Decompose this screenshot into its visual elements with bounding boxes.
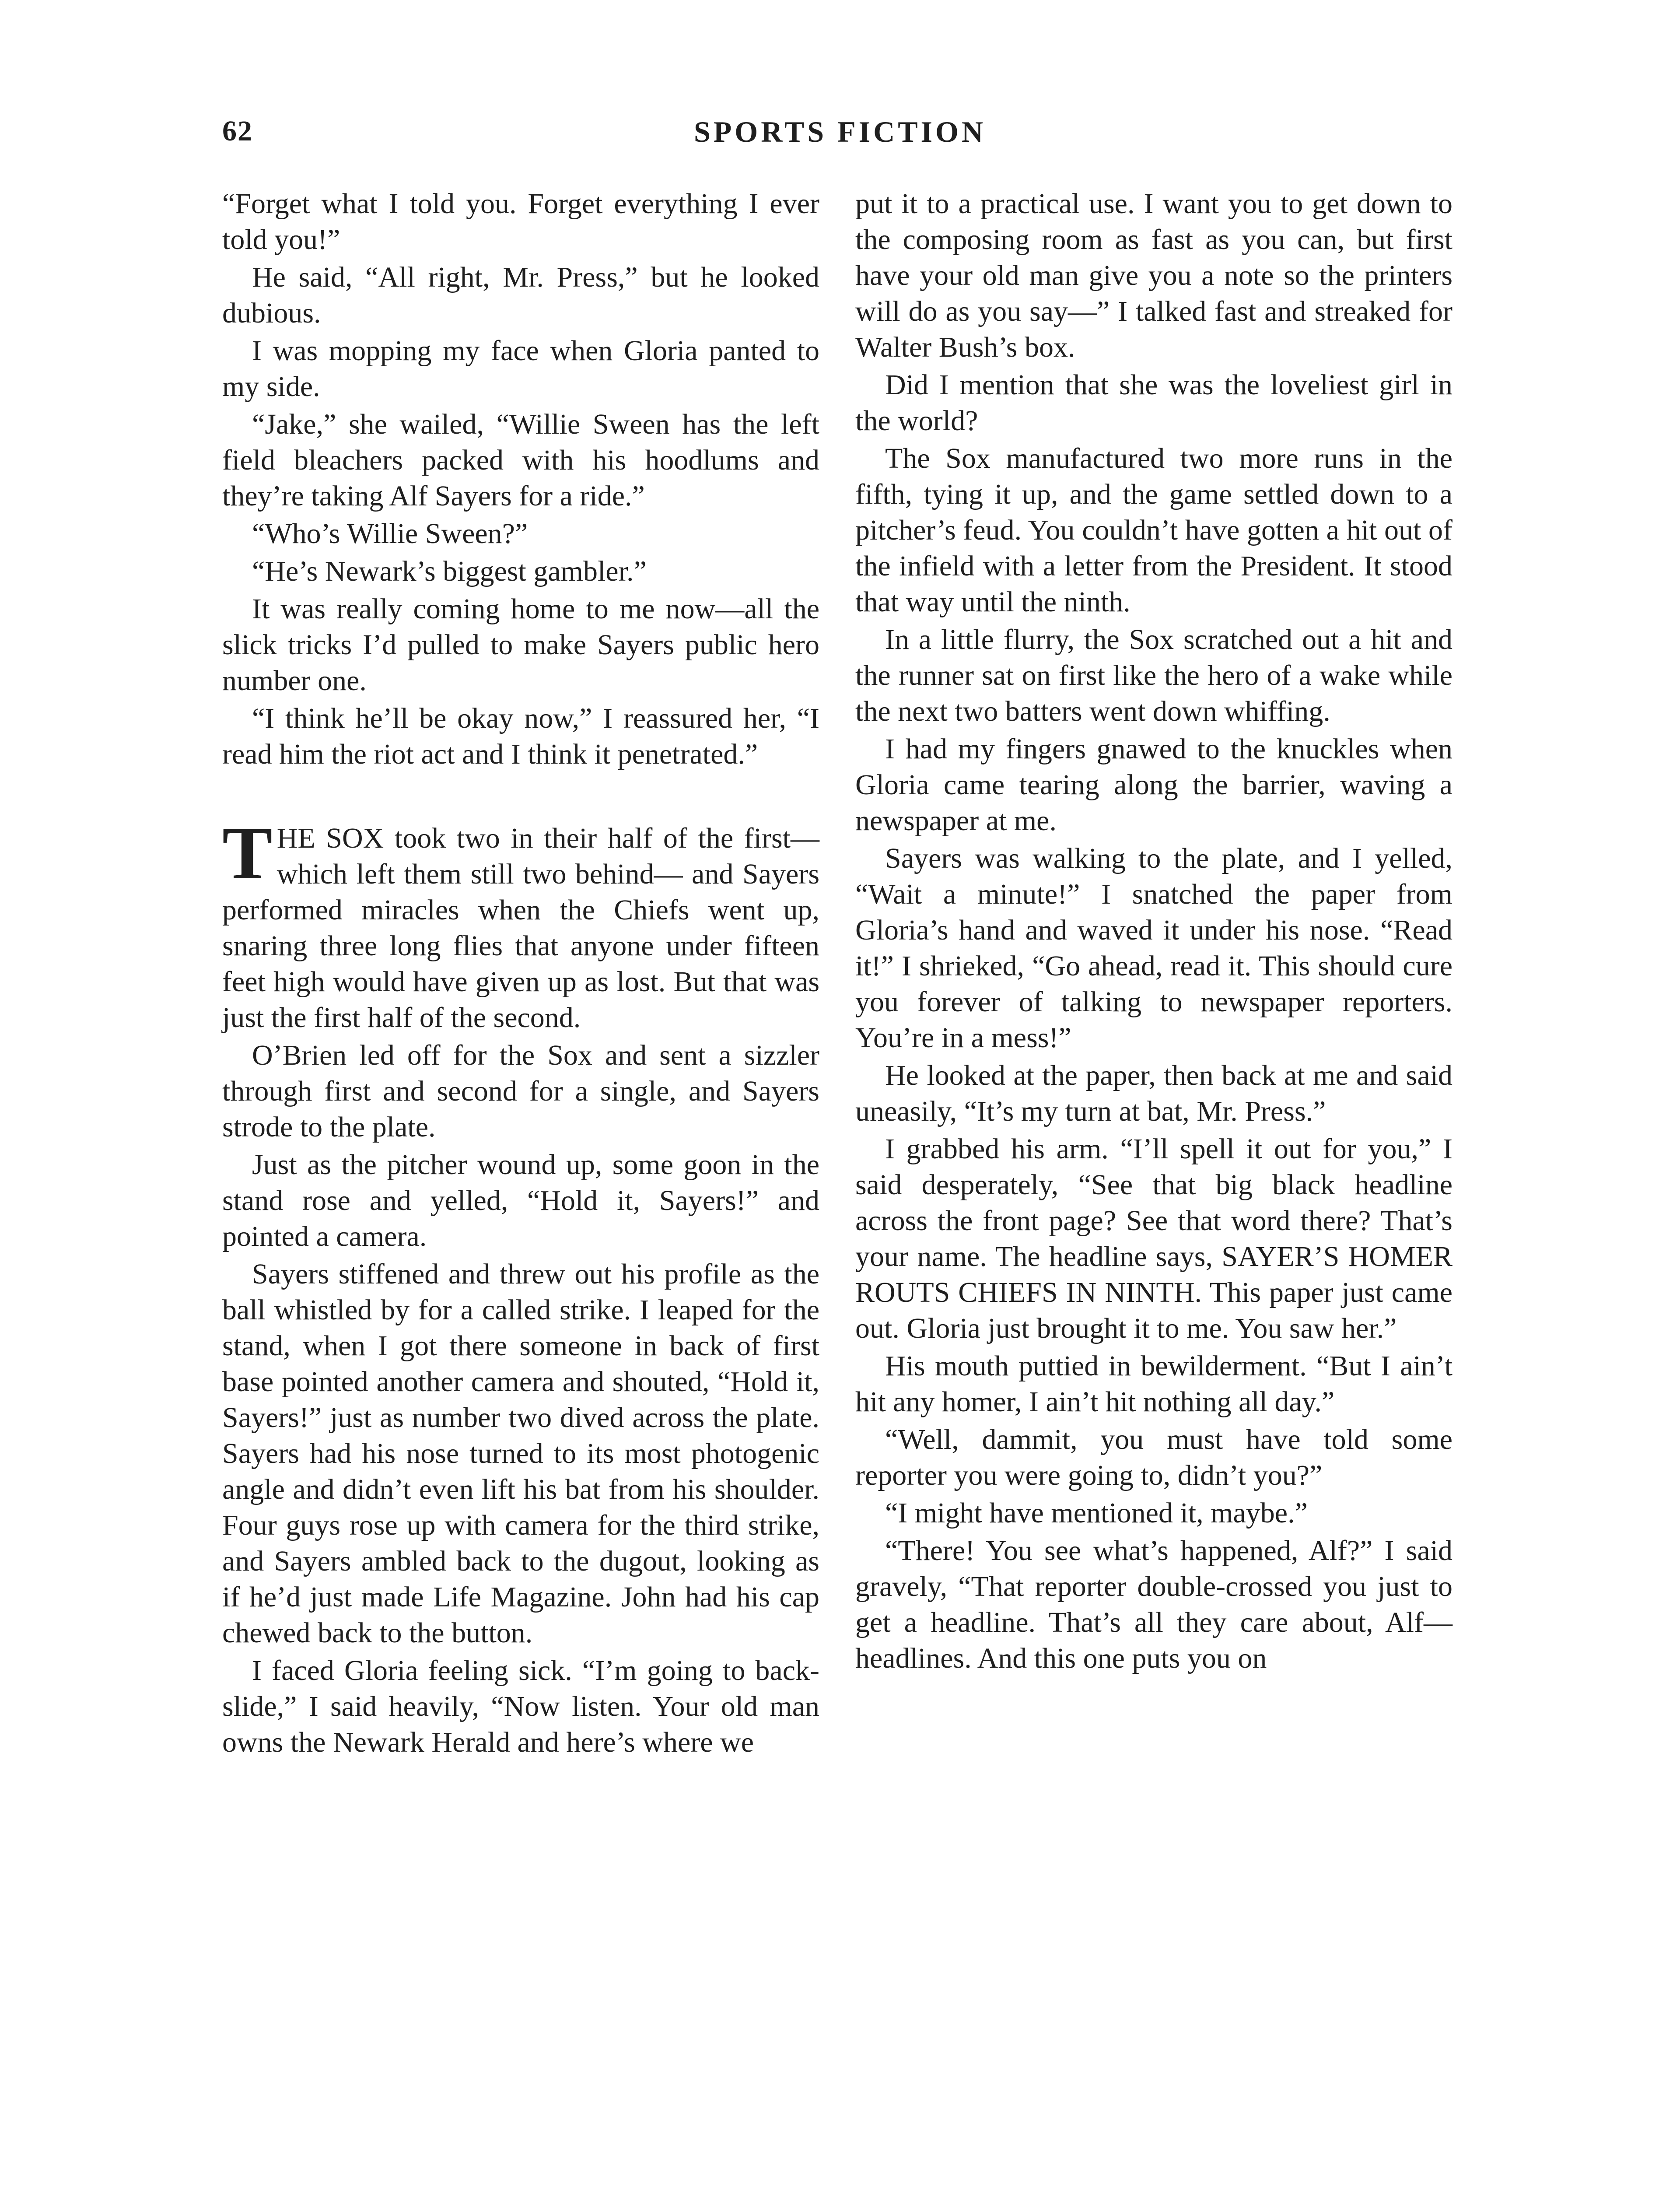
paragraph: I faced Gloria feeling sick. “I’m going to back-slide,” I said heavily, “Now listen. Your old man owns the Newark Herald and here’s where we (222, 1655, 819, 1758)
paragraph: I had my fingers gnawed to the knuckles when Gloria came tearing along the barrier, waving a newspaper at me. (855, 733, 1452, 837)
paragraph: “Well, dammit, you must have told some reporter you were going to, didn’t you?” (855, 1424, 1452, 1491)
paragraph: He said, “All right, Mr. Press,” but he looked dubious. (222, 261, 819, 329)
running-title: SPORTS FICTION (693, 115, 987, 148)
paragraph: Sayers was walking to the plate, and I yelled, “Wait a minute!” I snatched the paper from Gloria’s hand and waved it under his nose. “Read it!” I shrieked, “Go ahead, read it. This should cure you forever of talking to newspaper reporters. You’re in a mess!” (855, 842, 1452, 1054)
paragraph: “I think he’ll be okay now,” I reassured her, “I read him the riot act and I think it penetrated.” (222, 702, 819, 770)
right-column (855, 186, 1452, 1678)
paragraph: I grabbed his arm. “I’ll spell it out for you,” I said desperately, “See that big black headline across the front page? See that word there? That’s your name. The headline says, SAYER’S HOMER ROUTS CHIEFS IN NINTH. This paper just came out. Gloria just brought it to me. You saw her.” (855, 1133, 1452, 1344)
section-opening-text: HE SOX took two in their half of the first—which left them still two behind— and Sayers performed miracles when the Chiefs went up, snaring three long flies that anyone under fifteen feet high would have given up as lost. But that was just the first half of the second. (222, 822, 819, 1034)
paragraph: His mouth puttied in bewilderment. “But I ain’t hit any homer, I ain’t hit nothing all day.” (855, 1350, 1452, 1418)
paragraph: “He’s Newark’s biggest gambler.” (252, 555, 647, 587)
section-opening-paragraph (222, 812, 819, 1036)
paragraph: O’Brien led off for the Sox and sent a sizzler through first and second for a single, and Sayers strode to the plate. (222, 1039, 819, 1143)
paragraph: In a little flurry, the Sox scratched out a hit and the runner sat on first like the hero of a wake while the next two batters went down whiffing. (855, 624, 1452, 727)
paragraph: It was really coming home to me now—all the slick tricks I’d pulled to make Sayers public hero number one. (222, 593, 819, 697)
paragraph: I was mopping my face when Gloria panted to my side. (222, 335, 819, 403)
paragraph: “Forget what I told you. Forget everything I ever told you!” (222, 188, 819, 256)
page-number: 62 (222, 115, 253, 147)
continued-paragraph: put it to a practical use. I want you to get down to the composing room as fast as you can, but first have your old man give you a note so the printers will do as you say—” I talked fast and streaked for Walter Bush’s box. (855, 188, 1452, 363)
paragraph: Sayers stiffened and threw out his profile as the ball whistled by for a called strike. I leaped for the stand, when I got there someone in back of first base pointed another camera and shouted, “Hold it, Sayers!” just as number two dived across the plate. Sayers had his nose turned to its most photogenic angle and didn’t even lift his bat from his shoulder. Four guys rose up with camera for the third strike, and Sayers ambled back to the dugout, looking as if he’d just made Life Magazine. John had his cap chewed back to the button. (222, 1258, 819, 1649)
paragraph: “I might have mentioned it, maybe.” (885, 1497, 1308, 1529)
paragraph: “There! You see what’s happened, Alf?” I said gravely, “That reporter double-crossed you just to get a headline. That’s all they care about, Alf—headlines. And this one puts you on (855, 1535, 1452, 1674)
paragraph: Just as the pitcher wound up, some goon in the stand rose and yelled, “Hold it, Sayers!” and pointed a camera. (222, 1149, 819, 1252)
paragraph: The Sox manufactured two more runs in the fifth, tying it up, and the game settled down to a pitcher’s feud. You couldn’t have gotten a hit out of the infield with a letter from the President. It stood that way until the ninth. (855, 442, 1452, 618)
left-column (222, 186, 819, 1762)
paragraph: He looked at the paper, then back at me and said uneasily, “It’s my turn at bat, Mr. Press.” (855, 1059, 1452, 1127)
paragraph: “Jake,” she wailed, “Willie Sween has the left field bleachers packed with his hoodlums and they’re taking Alf Sayers for a ride.” (222, 408, 819, 512)
drop-cap: T (222, 812, 271, 895)
paragraph: “Who’s Willie Sween?” (252, 518, 528, 550)
paragraph: Did I mention that she was the loveliest girl in the world? (855, 369, 1452, 437)
